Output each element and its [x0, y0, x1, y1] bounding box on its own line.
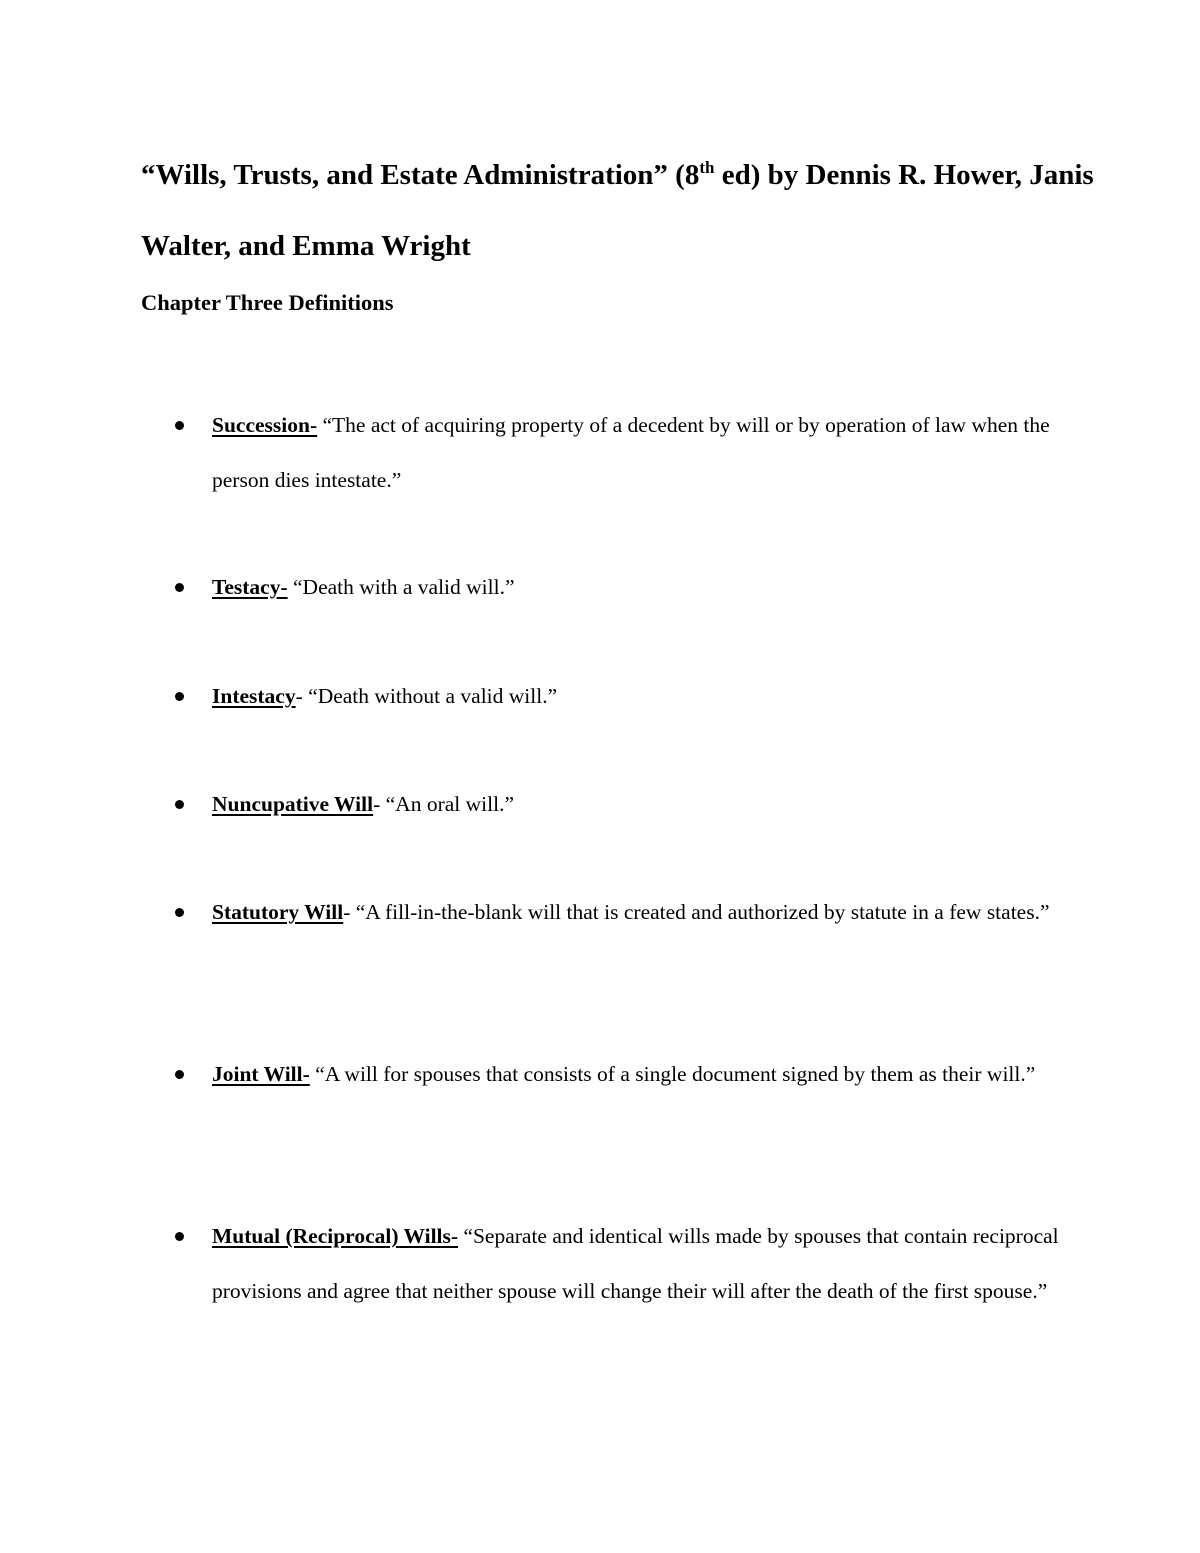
bullet-icon — [175, 583, 184, 592]
definition-text: “Death with a valid will.” — [287, 575, 515, 599]
title-superscript: th — [699, 158, 715, 177]
definition-term: Joint Will- — [212, 1062, 310, 1086]
bullet-icon — [175, 421, 184, 430]
definition-joint-will — [212, 1047, 1072, 1102]
definition-separator: - — [295, 684, 303, 708]
bullet-icon — [175, 1070, 184, 1079]
definition-text: “A fill-in-the-blank will that is created and authorized by statute in a few states.” — [350, 900, 1050, 924]
definition-text: “Death without a valid will.” — [302, 684, 558, 708]
bullet-icon — [175, 800, 184, 809]
definition-term: Mutual (Reciprocal) Wills- — [212, 1224, 459, 1248]
definition-term: Succession- — [212, 413, 318, 437]
definition-statutory-will — [212, 885, 1072, 940]
definition-text: “An oral will.” — [380, 792, 515, 816]
definition-intestacy — [212, 669, 1072, 724]
definition-term: Intestacy — [212, 684, 296, 708]
bullet-icon — [175, 1232, 184, 1241]
definition-text: “A will for spouses that consists of a single document signed by them as their will.” — [309, 1062, 1036, 1086]
definition-separator: - — [343, 900, 351, 924]
definition-term: Nuncupative Will — [212, 792, 374, 816]
bullet-icon — [175, 692, 184, 701]
document-title — [141, 140, 1101, 282]
title-text-part2: ed) by Dennis R. Hower, Janis Walter, and Emma Wright — [141, 159, 1094, 262]
title-text-part1: “Wills, Trusts, and Estate Administration” (8 — [141, 159, 700, 191]
definition-term: Statutory Will — [212, 900, 344, 924]
chapter-heading: Chapter Three Definitions — [141, 290, 394, 315]
definition-term: Testacy- — [212, 575, 288, 599]
definition-text: “The act of acquiring property of a decedent by will or by operation of law when the person dies intestate.” — [212, 413, 1050, 492]
bullet-icon — [175, 908, 184, 917]
definition-succession — [212, 398, 1072, 507]
definition-nuncupative-will — [212, 777, 1072, 832]
definition-testacy — [212, 560, 1072, 615]
definition-separator: - — [373, 792, 381, 816]
definition-text: “Separate and identical wills made by spouses that contain reciprocal provisions and agree that neither spouse will change their will after the death of the first spouse.” — [212, 1224, 1059, 1303]
definition-mutual-wills — [212, 1209, 1072, 1318]
